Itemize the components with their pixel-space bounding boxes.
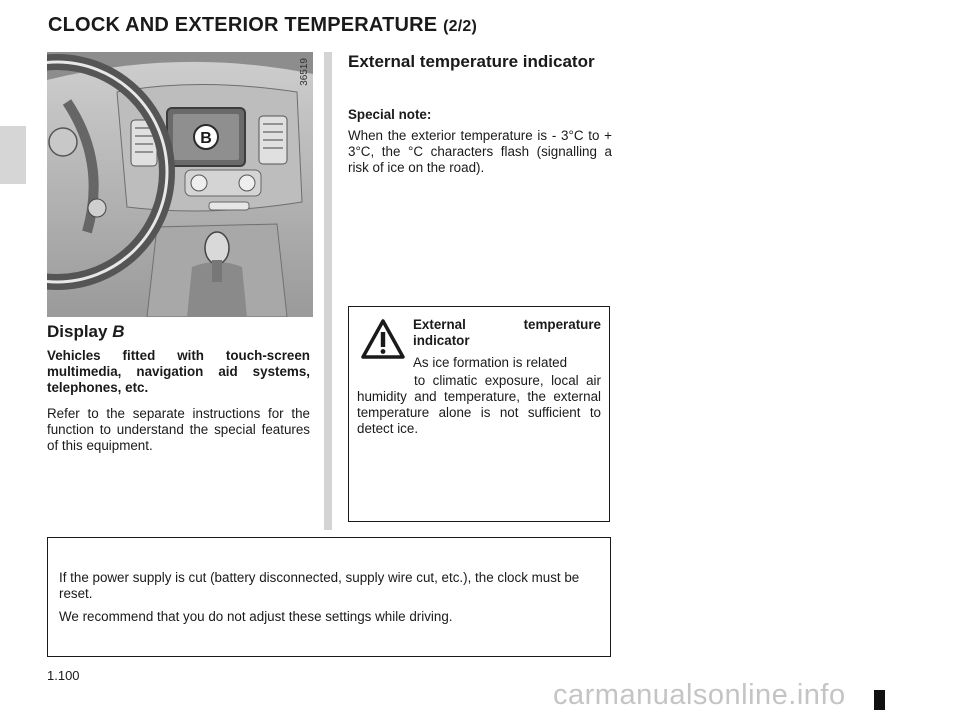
corner-mark	[874, 690, 885, 710]
special-note-text: When the exterior temperature is - 3°C to + 3°C, the °C characters flash (signalling a risk of ice on the road).	[348, 128, 612, 175]
page-number: 1.100	[47, 668, 80, 683]
warning-text-part1: As ice formation is related	[413, 355, 568, 370]
figure-reference-number: 36519	[299, 58, 310, 86]
display-title-text: Display	[47, 322, 108, 341]
page-title	[48, 14, 477, 37]
warning-box	[348, 306, 610, 522]
warning-title: External temperature indicator	[413, 317, 601, 348]
info-line-2: We recommend that you do not adjust these settings while driving.	[59, 609, 453, 624]
display-intro: Vehicles fitted with touch-screen multimedia, navigation aid systems, telephones, etc.	[47, 348, 310, 395]
dashboard-drawing	[47, 52, 313, 317]
page-part: (2/2)	[443, 18, 478, 35]
warning-triangle-icon	[359, 317, 407, 363]
display-section-title	[47, 322, 125, 342]
display-title-letter: B	[112, 322, 125, 341]
external-section-title: External temperature indicator	[348, 52, 595, 71]
page-title-text: CLOCK AND EXTERIOR TEMPERATURE	[48, 14, 438, 36]
dashboard-illustration	[47, 52, 313, 317]
callout-label: B	[200, 130, 212, 147]
info-line-1: If the power supply is cut (battery disconnected, supply wire cut, etc.), the clock must be reset.	[59, 570, 580, 601]
special-note-label: Special note:	[348, 107, 432, 122]
info-box	[47, 537, 611, 657]
warning-text-part2: to climatic exposure, local air humidity and temperature, the external temperature alone is not sufficient to detect ice.	[357, 373, 601, 436]
section-tab	[0, 126, 26, 184]
column-divider	[324, 52, 332, 530]
display-body: Refer to the separate instructions for the function to understand the special features of this equipment.	[47, 406, 310, 453]
watermark: carmanualsonline.info	[553, 679, 846, 711]
